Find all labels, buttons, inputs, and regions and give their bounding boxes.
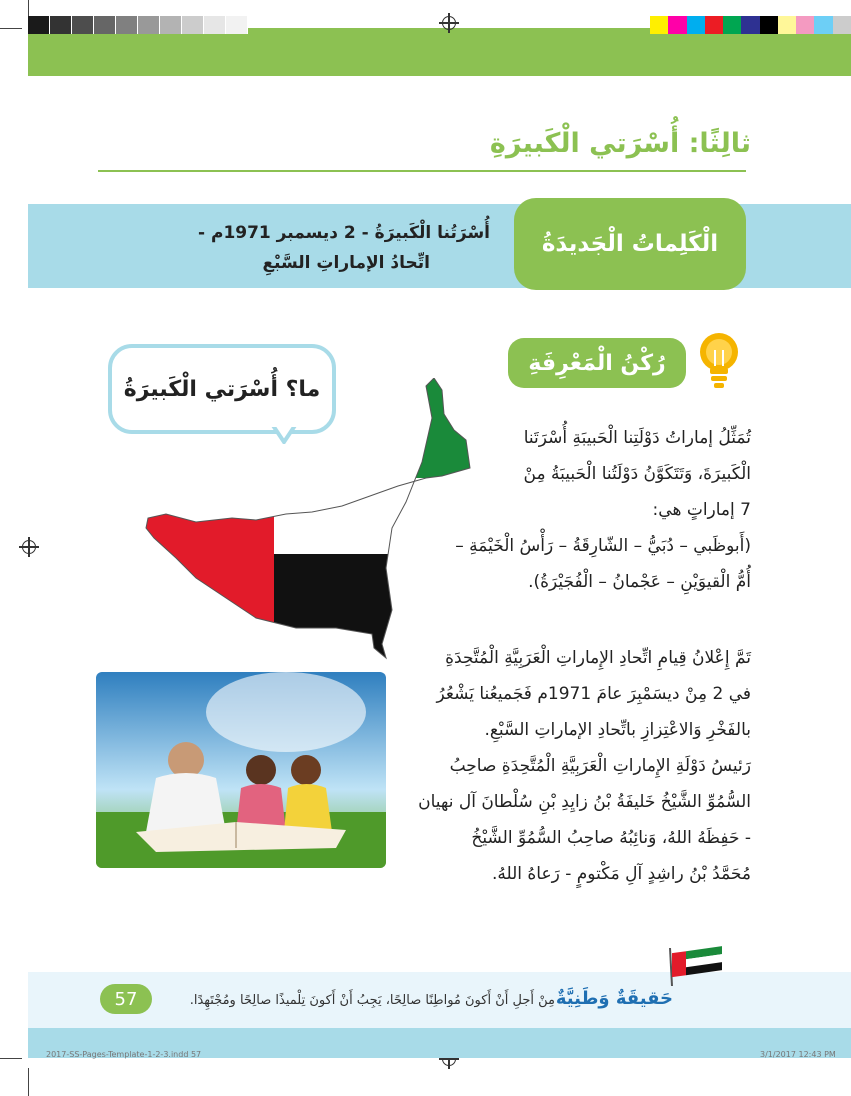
knowledge-corner-label: رُكْنُ الْمَعْرِفَةِ xyxy=(508,338,686,388)
speech-bubble: ما؟ أُسْرَتي الْكَبيرَةُ xyxy=(108,344,336,434)
gray-swatch xyxy=(160,16,182,34)
text-line: الْكَبيرَةَ، وَتَتَكَوَّنُ دَوْلَتُنا الْحَبيبَةُ مِنْ xyxy=(523,464,751,484)
text-line: في 2 مِنْ ديسَمْبِرَ عامَ 1971م فَجَميعُنا يَشْعُرُ xyxy=(436,684,751,704)
vocabulary-line-2: اتِّحادُ الإماراتِ السَّبْعِ xyxy=(262,253,430,273)
gray-swatch xyxy=(138,16,160,34)
gray-swatch xyxy=(28,16,50,34)
color-swatch xyxy=(833,16,851,34)
vocabulary-label: الْكَلِماتُ الْجَديدَةُ xyxy=(514,198,746,290)
text-line: 7 إماراتٍ هي: xyxy=(652,500,751,520)
color-swatch xyxy=(705,16,723,34)
gray-swatch xyxy=(50,16,72,34)
gray-swatch xyxy=(94,16,116,34)
text-line: تُمَثِّلُ إماراتُ دَوْلَتِنا الْحَبيبَةِ أُسْرَتَنا xyxy=(523,428,751,448)
children-reading-photo xyxy=(96,672,386,868)
section-title: ثالِثًا: أُسْرَتي الْكَبيرَةِ xyxy=(489,128,751,159)
vocabulary-words xyxy=(150,218,490,278)
gray-swatch xyxy=(226,16,248,34)
gray-calibration-strip xyxy=(28,16,248,34)
national-fact-title: حَقيقَةٌ وَطَنِيَّةٌ xyxy=(555,988,673,1009)
color-swatch xyxy=(687,16,705,34)
crop-mark xyxy=(0,1058,22,1059)
text-line: (أَبوظَبي – دُبَيُّ – الشّارِقَةُ – رَأْسُ الْخَيْمَةِ – xyxy=(455,536,751,556)
gray-swatch xyxy=(116,16,138,34)
text-line: أُمُّ الْقيوَيْنِ – عَجْمانُ – الْفُجَيْرَةُ). xyxy=(528,572,751,592)
color-swatch xyxy=(668,16,686,34)
text-line: السُّمُوِّ الشَّيْخُ خَليفَةُ بْنُ زايِدِ بْنِ سُلْطانَ آل نهيان xyxy=(418,792,751,812)
crop-mark xyxy=(0,28,22,29)
registration-mark-icon xyxy=(442,16,456,30)
speech-bubble-tail xyxy=(270,424,300,444)
text-line: تَمَّ إِعْلانُ قِيامِ اتِّحادِ الإِماراتِ الْعَرَبِيَّةِ الْمُتَّحِدَةِ xyxy=(445,648,751,668)
gray-swatch xyxy=(72,16,94,34)
color-swatch xyxy=(723,16,741,34)
text-line: رَئيسُ دَوْلَةِ الإِماراتِ الْعَرَبِيَّةِ الْمُتَّحِدَةِ صاحِبُ xyxy=(449,756,751,776)
vocabulary-line-1: أُسْرَتُنا الْكَبيرَةُ - 2 ديسمبر 1971م - xyxy=(198,223,490,243)
text-line: بالفَخْرِ وَالاعْتِزازِ باتِّحادِ الإماراتِ السَّبْعِ. xyxy=(484,720,751,740)
lightbulb-icon xyxy=(698,332,740,390)
gray-swatch xyxy=(182,16,204,34)
intro-paragraph xyxy=(371,420,751,600)
title-underline xyxy=(98,170,746,172)
color-calibration-strip xyxy=(650,16,851,34)
crop-mark xyxy=(28,1068,29,1096)
date-slug: 3/1/2017 12:43 PM xyxy=(760,1050,836,1059)
file-slug: 2017-SS-Pages-Template-1-2-3.indd 57 xyxy=(46,1050,202,1059)
national-fact-text: مِنْ أَجلِ أَنْ أَكونَ مُواطِنًا صالِحًا، يَجِبُ أَنْ أَكونَ تِلْميذًا صالِحًا ومُجْتَهِدًا. xyxy=(189,993,555,1008)
page-number: 57 xyxy=(100,984,152,1014)
color-swatch xyxy=(814,16,832,34)
text-line: مُحَمَّدُ بْنُ راشِدٍ آلِ مَكْتومٍ - رَعاهُ اللهُ. xyxy=(491,864,751,884)
color-swatch xyxy=(760,16,778,34)
color-swatch xyxy=(741,16,759,34)
gray-swatch xyxy=(204,16,226,34)
color-swatch xyxy=(778,16,796,34)
registration-mark-icon xyxy=(22,540,36,554)
color-swatch xyxy=(650,16,668,34)
text-line: - حَفِظَهُ اللهُ، وَنائِبُهُ صاحِبُ السُّمُوِّ الشَّيْخُ xyxy=(471,828,751,848)
header-band xyxy=(28,28,851,76)
color-swatch xyxy=(796,16,814,34)
uae-flag-icon xyxy=(666,946,726,986)
